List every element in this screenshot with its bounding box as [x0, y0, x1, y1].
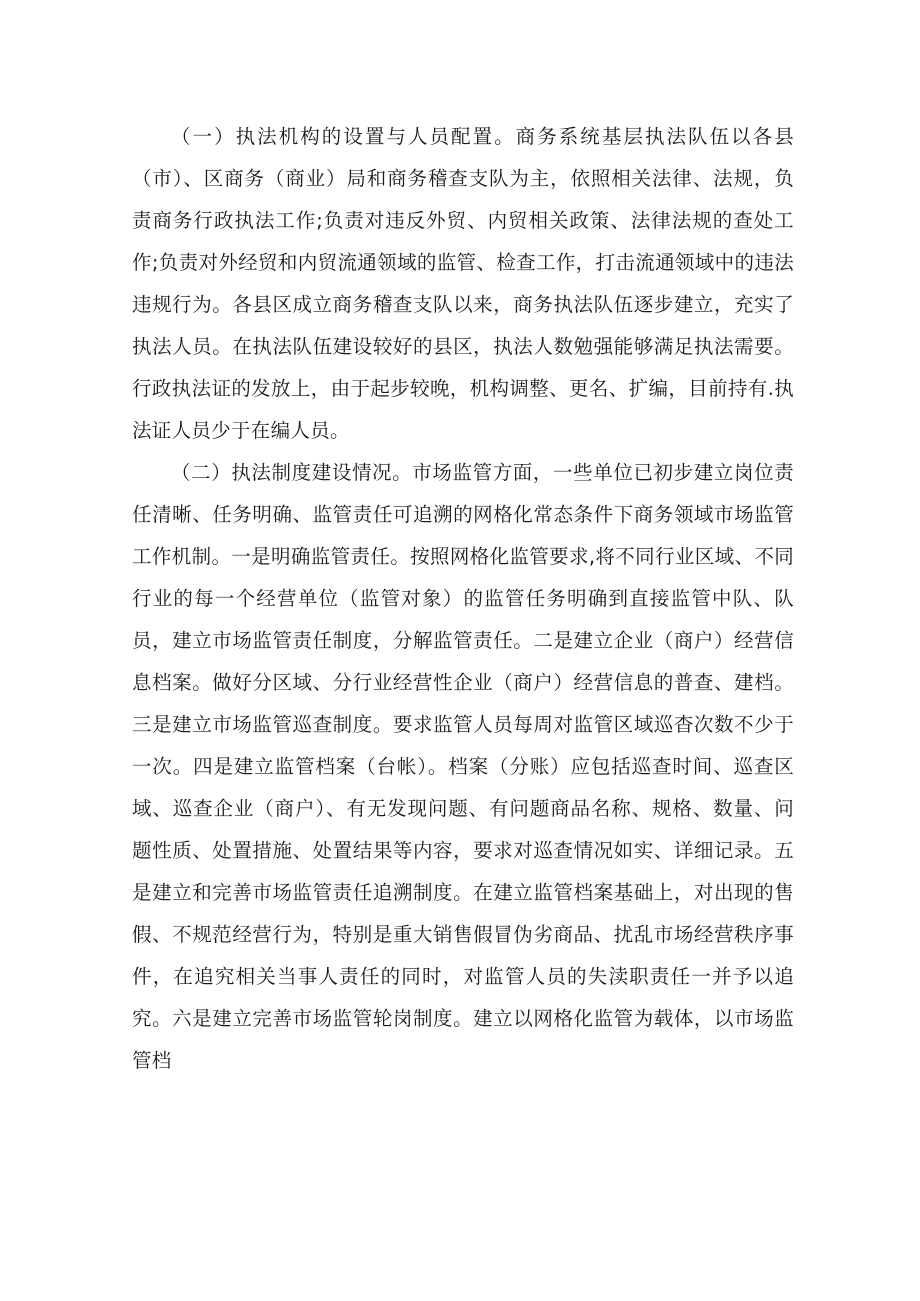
paragraph-enforcement-system: （二）执法制度建设情况。市场监管方面，一些单位已初步建立岗位责任清晰、任务明确、监管责任可追溯的网格化常态条件下商务领域市场监管工作机制。一是明确监管责任。按照网格化监管要求,将不同行业区域、不同行业的每一个经营单位（监管对象）的监管任务明确到直接监管中队、队员，建立市场监管责任制度，分解监管责任。二是建立企业（商户）经营信息档案。做好分区域、分行业经营性企业（商户）经营信息的普查、建档。三是建立市场监管巡查制度。要求监管人员每周对监管区域巡杳次数不少于一次。四是建立监管档案（台帐）。档案（分账）应包括巡查时间、巡查区域、巡查企业（商户）、有无发现问题、有问题商品名称、规格、数量、问题性质、处置措施、处置结果等内容，要求对巡查情况如实、详细记录。五是建立和完善市场监管责任追溯制度。在建立监管档案基础上，对出现的售假、不规范经营行为，特别是重大销售假冒伪劣商品、扰乱市场经营秩序事件，在追究相关当事人责任的同时，对监管人员的失渎职责任一并予以追究。六是建立完善市场监管轮岗制度。建立以网格化监管为载体，以市场监管档	[132, 461, 794, 1072]
document-body	[132, 116, 794, 1082]
paragraph-enforcement-agencies: （一）执法机构的设置与人员配置。商务系统基层执法队伍以各县（市）、区商务（商业）局和商务稽查支队为主，依照相关法律、法规，负责商务行政执法工作;负责对违反外贸、内贸相关政策、法律法规的查处工作;负责对外经贸和内贸流通领域的监管、检查工作，打击流通领域中的违法违规行为。各县区成立商务稽查支队以来，商务执法队伍逐步建立，充实了执法人员。在执法队伍建设较好的县区，执法人数勉强能够满足执法需要。行政执法证的发放上，由于起步较晚，机构调整、更名、扩编，目前持有.执法证人员少于在编人员。	[132, 125, 794, 442]
